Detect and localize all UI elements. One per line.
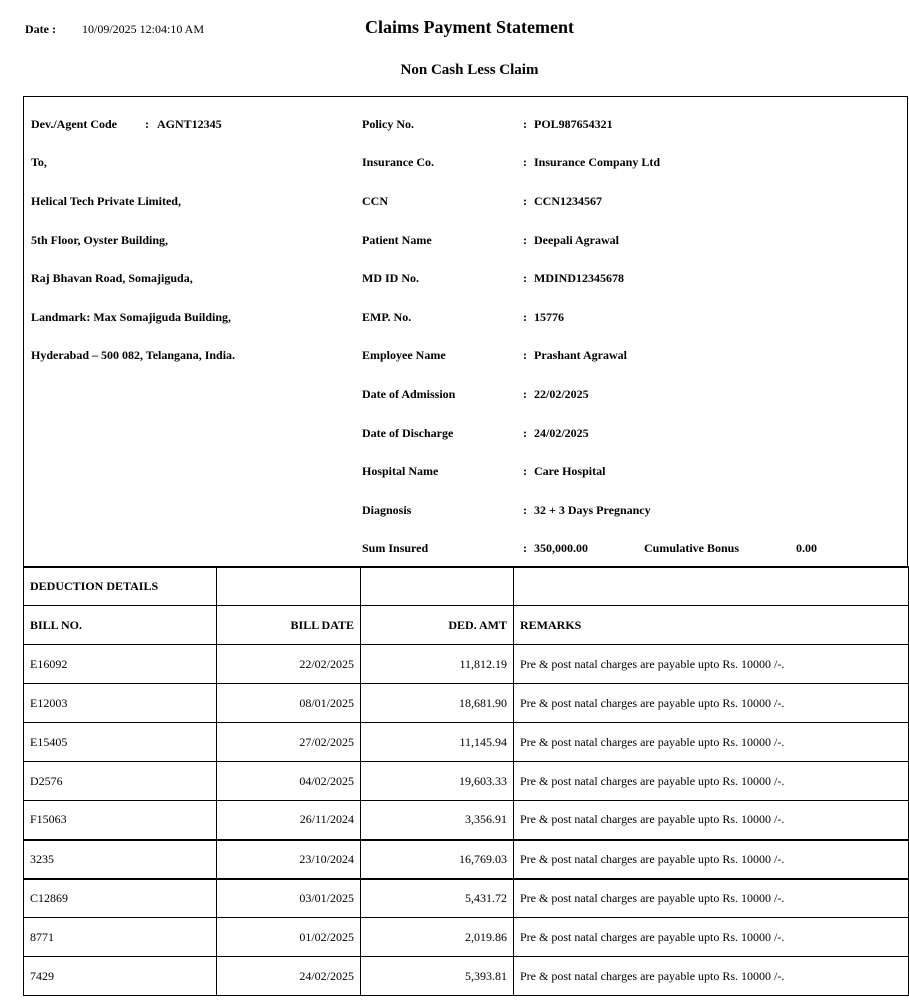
empty-cell — [514, 567, 909, 606]
agent-code-colon: : — [145, 117, 149, 131]
hospital-name-colon: : — [523, 464, 527, 478]
page-title: Claims Payment Statement — [365, 17, 574, 37]
cumulative-bonus-label: Cumulative Bonus — [644, 541, 740, 555]
sum-insured-colon: : — [523, 541, 527, 555]
insurance-co-label: Insurance Co. — [362, 155, 435, 169]
ded-amt-cell: 11,812.19 — [361, 645, 514, 684]
cumulative-bonus-value: 0.00 — [796, 541, 817, 555]
bill-date-cell: 08/01/2025 — [217, 684, 361, 723]
patient-name-label: Patient Name — [362, 233, 432, 247]
column-header-bill-no: BILL NO. — [24, 606, 217, 645]
admission-date-label: Date of Admission — [362, 387, 456, 401]
table-row — [24, 645, 909, 684]
ded-amt-cell: 3,356.91 — [361, 801, 514, 840]
bill-no-cell: E15405 — [24, 723, 217, 762]
policy-no-colon: : — [523, 117, 527, 131]
bill-date-cell: 27/02/2025 — [217, 723, 361, 762]
table-row — [24, 684, 909, 723]
remarks-cell: Pre & post natal charges are payable upto Rs. 10000 /-. — [514, 918, 909, 957]
diagnosis-value: 32 + 3 Days Pregnancy — [534, 503, 651, 517]
date-value: 10/09/2025 12:04:10 AM — [82, 22, 205, 36]
bill-date-cell: 03/01/2025 — [217, 879, 361, 918]
bill-no-cell: D2576 — [24, 762, 217, 801]
hospital-name-label: Hospital Name — [362, 464, 439, 478]
remarks-cell: Pre & post natal charges are payable upto Rs. 10000 /-. — [514, 645, 909, 684]
table-row — [24, 918, 909, 957]
md-id-label: MD ID No. — [362, 271, 419, 285]
agent-code-value: AGNT12345 — [157, 117, 222, 131]
discharge-date-value: 24/02/2025 — [534, 426, 589, 440]
patient-name-colon: : — [523, 233, 527, 247]
column-header-ded-amt: DED. AMT — [361, 606, 514, 645]
address-line: Landmark: Max Somajiguda Building, — [31, 310, 232, 324]
diagnosis-colon: : — [523, 503, 527, 517]
column-header-bill-date: BILL DATE — [217, 606, 361, 645]
ccn-colon: : — [523, 194, 527, 208]
bill-no-cell: E12003 — [24, 684, 217, 723]
ccn-value: CCN1234567 — [534, 194, 602, 208]
ded-amt-cell: 5,393.81 — [361, 957, 514, 996]
remarks-cell: Pre & post natal charges are payable upto Rs. 10000 /-. — [514, 762, 909, 801]
remarks-cell: Pre & post natal charges are payable upto Rs. 10000 /-. — [514, 801, 909, 840]
bill-no-cell: F15063 — [24, 801, 217, 840]
empty-cell — [361, 567, 514, 606]
remarks-cell: Pre & post natal charges are payable upto Rs. 10000 /-. — [514, 684, 909, 723]
deduction-section-title: DEDUCTION DETAILS — [24, 567, 217, 606]
table-row — [24, 879, 909, 918]
sum-insured-value: 350,000.00 — [534, 541, 588, 555]
address-line: Raj Bhavan Road, Somajiguda, — [31, 271, 193, 285]
hospital-name-value: Care Hospital — [534, 464, 606, 478]
bill-date-cell: 23/10/2024 — [217, 840, 361, 879]
remarks-cell: Pre & post natal charges are payable upto Rs. 10000 /-. — [514, 879, 909, 918]
address-line: Hyderabad – 500 082, Telangana, India. — [31, 348, 236, 362]
policy-no-label: Policy No. — [362, 117, 414, 131]
bill-date-cell: 24/02/2025 — [217, 957, 361, 996]
claim-info-box — [23, 96, 908, 568]
bill-no-cell: 3235 — [24, 840, 217, 879]
ded-amt-cell: 19,603.33 — [361, 762, 514, 801]
bill-date-cell: 04/02/2025 — [217, 762, 361, 801]
bill-no-cell: 8771 — [24, 918, 217, 957]
admission-date-colon: : — [523, 387, 527, 401]
deduction-section-row — [24, 567, 909, 606]
agent-code-label: Dev./Agent Code — [31, 117, 117, 131]
md-id-value: MDIND12345678 — [534, 271, 624, 285]
ded-amt-cell: 2,019.86 — [361, 918, 514, 957]
bill-no-cell: E16092 — [24, 645, 217, 684]
claim-type-subtitle: Non Cash Less Claim — [400, 62, 539, 78]
discharge-date-label: Date of Discharge — [362, 426, 454, 440]
employee-name-label: Employee Name — [362, 348, 446, 362]
employee-name-colon: : — [523, 348, 527, 362]
employee-name-value: Prashant Agrawal — [534, 348, 627, 362]
bill-date-cell: 01/02/2025 — [217, 918, 361, 957]
discharge-date-colon: : — [523, 426, 527, 440]
emp-no-label: EMP. No. — [362, 310, 412, 324]
patient-name-value: Deepali Agrawal — [534, 233, 619, 247]
empty-cell — [217, 567, 361, 606]
remarks-cell: Pre & post natal charges are payable upto Rs. 10000 /-. — [514, 840, 909, 879]
bill-no-cell: 7429 — [24, 957, 217, 996]
date-label: Date : — [25, 22, 56, 36]
diagnosis-label: Diagnosis — [362, 503, 412, 517]
policy-no-value: POL987654321 — [534, 117, 613, 131]
address-line: 5th Floor, Oyster Building, — [31, 233, 169, 247]
column-header-remarks: REMARKS — [514, 606, 909, 645]
ded-amt-cell: 11,145.94 — [361, 723, 514, 762]
bill-date-cell: 22/02/2025 — [217, 645, 361, 684]
bill-no-cell: C12869 — [24, 879, 217, 918]
address-line: Helical Tech Private Limited, — [31, 194, 181, 208]
remarks-cell: Pre & post natal charges are payable upto Rs. 10000 /-. — [514, 957, 909, 996]
ccn-label: CCN — [362, 194, 388, 208]
ded-amt-cell: 18,681.90 — [361, 684, 514, 723]
bill-date-cell: 26/11/2024 — [217, 801, 361, 840]
table-header-row — [24, 606, 909, 645]
insurance-co-value: Insurance Company Ltd — [534, 155, 661, 169]
table-row — [24, 840, 909, 879]
ded-amt-cell: 5,431.72 — [361, 879, 514, 918]
insurance-co-colon: : — [523, 155, 527, 169]
table-row — [24, 723, 909, 762]
table-row — [24, 762, 909, 801]
sum-insured-label: Sum Insured — [362, 541, 429, 555]
ded-amt-cell: 16,769.03 — [361, 840, 514, 879]
address-salutation: To, — [31, 155, 47, 169]
emp-no-value: 15776 — [534, 310, 564, 324]
deduction-details-table — [23, 566, 909, 996]
table-row — [24, 801, 909, 840]
table-row — [24, 957, 909, 996]
remarks-cell: Pre & post natal charges are payable upto Rs. 10000 /-. — [514, 723, 909, 762]
emp-no-colon: : — [523, 310, 527, 324]
admission-date-value: 22/02/2025 — [534, 387, 589, 401]
md-id-colon: : — [523, 271, 527, 285]
